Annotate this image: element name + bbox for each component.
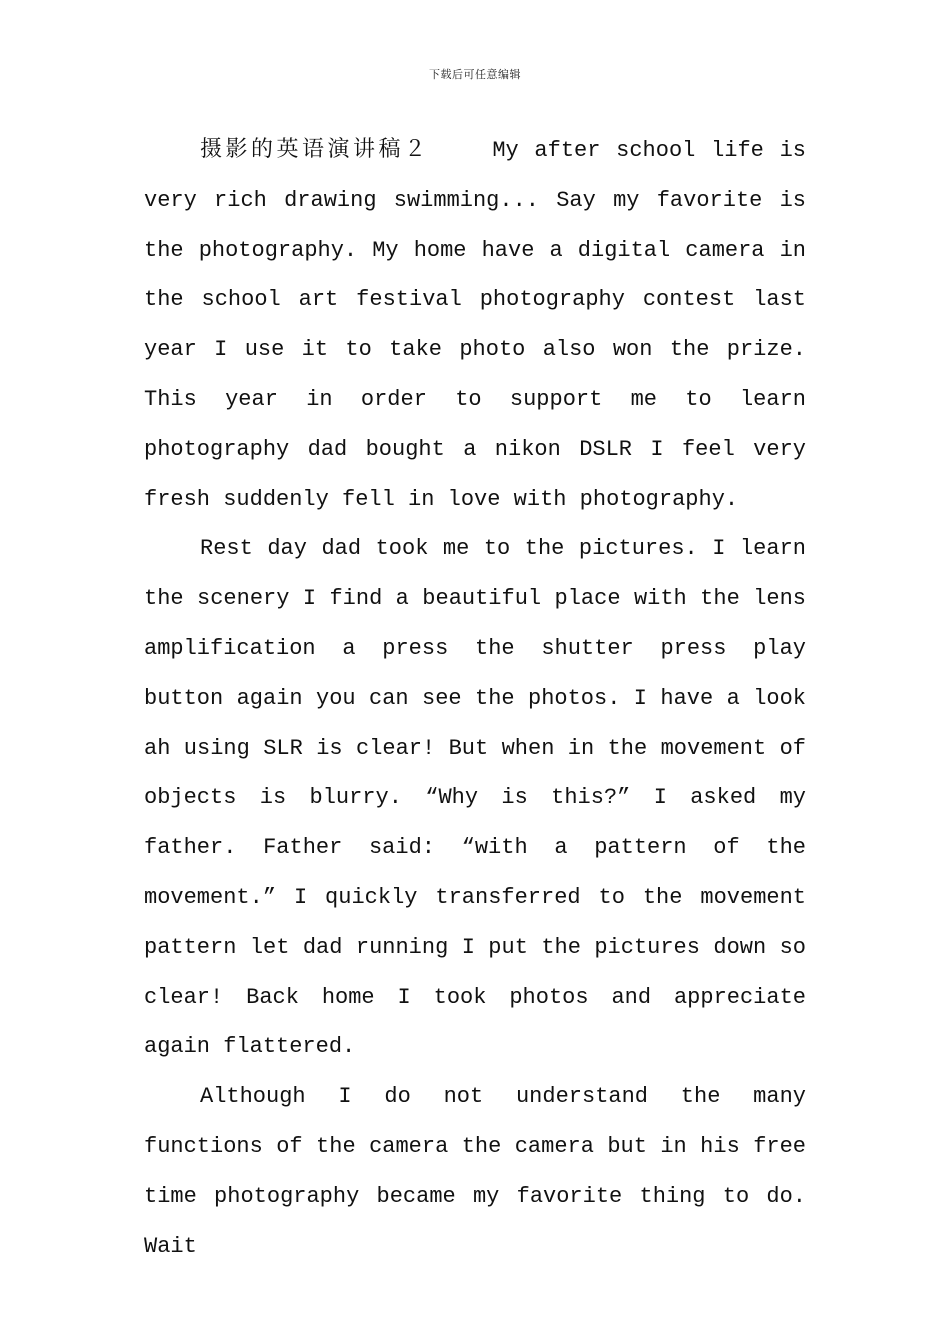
paragraph-2: Rest day dad took me to the pictures. I learn the scenery I find a beautiful place with the lens amplification a press the shutter press play button again you can see the photos. I have a look ah using SLR is clear! But when in the movement of objects is blurry. “Why is this?” I asked my father. Father said: “with a pattern of the movement.” I quickly transferred to the movement pattern let dad running I put the pictures down so clear! Back home I took photos and appreciate again flattered. bbox=[144, 536, 806, 1060]
page-header-note: 下载后可任意编辑 bbox=[429, 68, 521, 81]
document-body bbox=[144, 125, 806, 1271]
document-title: 摄影的英语演讲稿２ bbox=[200, 137, 430, 162]
paragraph-1 bbox=[144, 125, 806, 524]
paragraph-1-text: My after school life is very rich drawing swimming... Say my favorite is the photography. My home have a digital camera in the school art festival photography contest last year I use it to take photo also won the prize. This year in order to support me to learn photography dad bought a nikon DSLR I feel very fresh suddenly fell in love with photography. bbox=[144, 138, 806, 512]
paragraph-3: Although I do not understand the many functions of the camera the camera but in his free time photography became my favorite thing to do. Wait bbox=[144, 1084, 806, 1259]
